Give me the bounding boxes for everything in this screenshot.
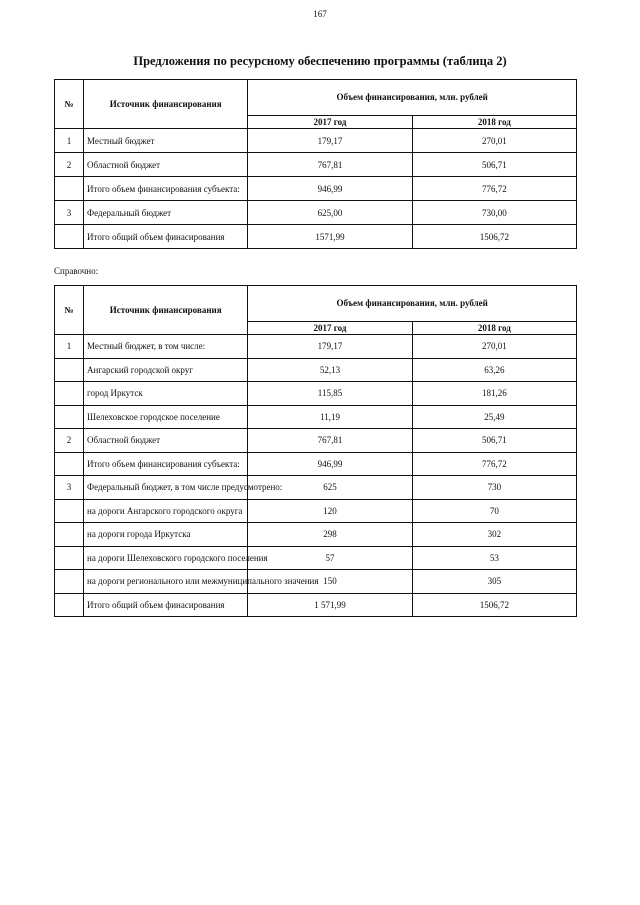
row-value-2018: 506,71	[412, 153, 576, 177]
row-value-2017: 57	[248, 546, 412, 570]
row-source: Местный бюджет, в том числе:	[84, 335, 248, 359]
table-row	[55, 570, 577, 594]
row-source: на дороги регионального или межмуниципального значения	[84, 570, 248, 594]
row-num	[55, 405, 84, 429]
row-value-2017: 120	[248, 499, 412, 523]
header-year-2018: 2018 год	[412, 116, 576, 129]
row-value-2017: 179,17	[248, 129, 412, 153]
page-number: 167	[313, 9, 327, 19]
table-row	[55, 201, 577, 225]
table-row	[55, 177, 577, 201]
row-value-2018: 730	[412, 476, 576, 500]
row-num: 3	[55, 476, 84, 500]
row-num	[55, 546, 84, 570]
table-row	[55, 476, 577, 500]
table-row	[55, 153, 577, 177]
table-body	[55, 129, 577, 249]
row-value-2018: 776,72	[412, 177, 576, 201]
row-source: Итого общий объем финасирования	[84, 593, 248, 617]
row-source: город Иркутск	[84, 382, 248, 406]
row-value-2017: 625,00	[248, 201, 412, 225]
row-source: Шелеховское городское поселение	[84, 405, 248, 429]
header-volume: Объем финансирования, млн. рублей	[248, 286, 577, 322]
row-num	[55, 570, 84, 594]
row-value-2018: 302	[412, 523, 576, 547]
row-value-2017: 767,81	[248, 153, 412, 177]
table-row	[55, 335, 577, 359]
row-value-2017: 11,19	[248, 405, 412, 429]
row-source: Ангарский городской округ	[84, 358, 248, 382]
table-row	[55, 452, 577, 476]
row-value-2017: 946,99	[248, 452, 412, 476]
header-num: №	[55, 286, 84, 335]
row-value-2017: 298	[248, 523, 412, 547]
header-source: Источник финансирования	[84, 80, 248, 129]
row-source: Итого объем финансирования субъекта:	[84, 452, 248, 476]
row-value-2018: 25,49	[412, 405, 576, 429]
row-value-2017: 1571,99	[248, 225, 412, 249]
table-row	[55, 358, 577, 382]
row-num: 1	[55, 129, 84, 153]
header-num: №	[55, 80, 84, 129]
row-num	[55, 523, 84, 547]
funding-table-main	[54, 79, 577, 249]
table-row	[55, 546, 577, 570]
document-title: Предложения по ресурсному обеспечению программы (таблица 2)	[133, 54, 507, 68]
row-source: на дороги Ангарского городского округа	[84, 499, 248, 523]
table-row	[55, 429, 577, 453]
row-value-2018: 53	[412, 546, 576, 570]
row-num	[55, 382, 84, 406]
row-num	[55, 499, 84, 523]
row-num	[55, 177, 84, 201]
table-row	[55, 593, 577, 617]
row-value-2018: 305	[412, 570, 576, 594]
header-year-2018: 2018 год	[412, 322, 576, 335]
header-year-2017: 2017 год	[248, 322, 412, 335]
row-source: Областной бюджет	[84, 153, 248, 177]
reference-note-label: Справочно:	[54, 266, 99, 276]
row-num	[55, 225, 84, 249]
row-value-2018: 181,26	[412, 382, 576, 406]
table-body	[55, 335, 577, 617]
row-num	[55, 593, 84, 617]
row-value-2017: 767,81	[248, 429, 412, 453]
table-row	[55, 523, 577, 547]
row-value-2018: 776,72	[412, 452, 576, 476]
row-value-2017: 150	[248, 570, 412, 594]
table-row	[55, 499, 577, 523]
row-value-2017: 625	[248, 476, 412, 500]
row-num: 1	[55, 335, 84, 359]
row-value-2018: 730,00	[412, 201, 576, 225]
row-value-2018: 63,26	[412, 358, 576, 382]
row-value-2018: 70	[412, 499, 576, 523]
row-source: на дороги города Иркутска	[84, 523, 248, 547]
row-value-2018: 270,01	[412, 129, 576, 153]
table-row	[55, 129, 577, 153]
row-source: Федеральный бюджет, в том числе предусмотрено:	[84, 476, 248, 500]
row-value-2017: 1 571,99	[248, 593, 412, 617]
row-source: Федеральный бюджет	[84, 201, 248, 225]
row-source: на дороги Шелеховского городского поселения	[84, 546, 248, 570]
row-value-2017: 115,85	[248, 382, 412, 406]
header-volume: Объем финансирования, млн. рублей	[248, 80, 577, 116]
row-num	[55, 452, 84, 476]
row-value-2018: 270,01	[412, 335, 576, 359]
table-row	[55, 405, 577, 429]
row-num	[55, 358, 84, 382]
header-source: Источник финансирования	[84, 286, 248, 335]
row-num: 3	[55, 201, 84, 225]
table-row	[55, 382, 577, 406]
row-value-2017: 946,99	[248, 177, 412, 201]
row-source: Местный бюджет	[84, 129, 248, 153]
header-year-2017: 2017 год	[248, 116, 412, 129]
row-source: Итого общий объем финасирования	[84, 225, 248, 249]
row-value-2018: 1506,72	[412, 593, 576, 617]
row-value-2017: 52,13	[248, 358, 412, 382]
table-row	[55, 225, 577, 249]
row-value-2017: 179,17	[248, 335, 412, 359]
row-source: Областной бюджет	[84, 429, 248, 453]
row-value-2018: 506,71	[412, 429, 576, 453]
row-num: 2	[55, 429, 84, 453]
row-value-2018: 1506,72	[412, 225, 576, 249]
funding-table-reference	[54, 285, 577, 617]
row-source: Итого объем финансирования субъекта:	[84, 177, 248, 201]
row-num: 2	[55, 153, 84, 177]
